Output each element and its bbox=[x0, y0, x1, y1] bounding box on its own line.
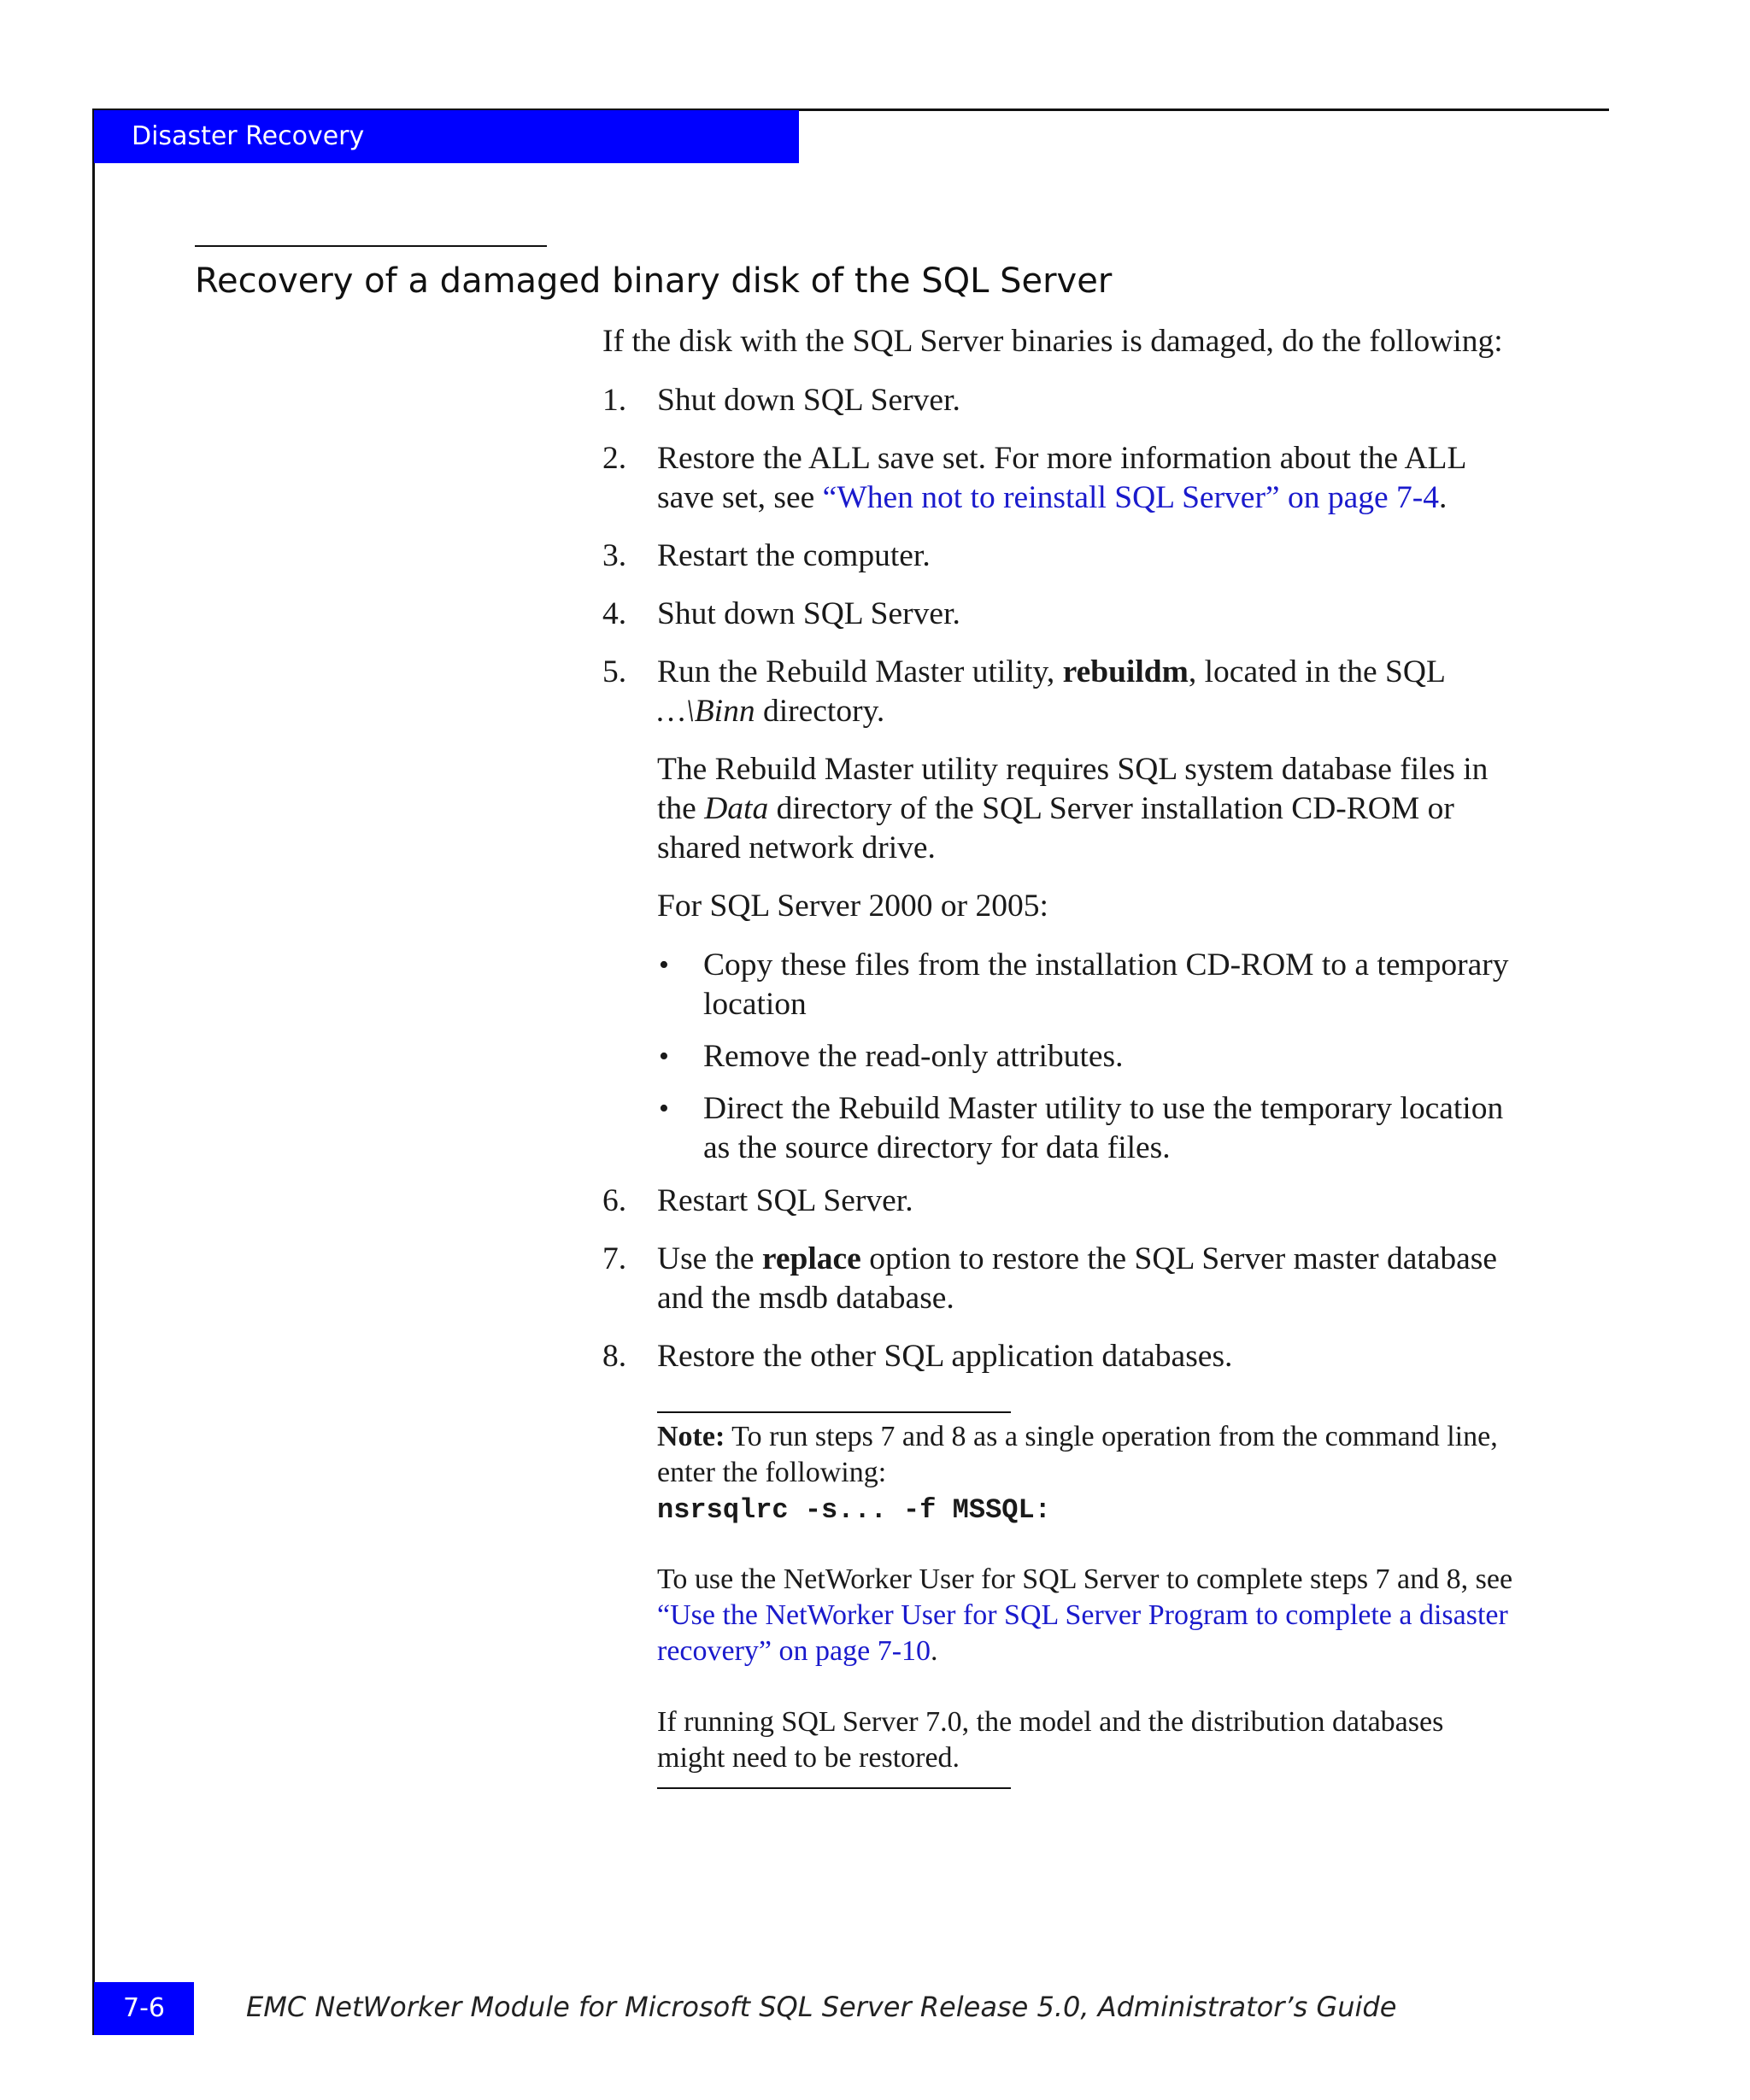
bullet-line: location bbox=[703, 987, 807, 1022]
step-number: 8. bbox=[602, 1339, 627, 1374]
note-line: enter the following: bbox=[657, 1457, 887, 1488]
step-text: Restart the computer. bbox=[657, 538, 931, 573]
note-top-rule bbox=[657, 1411, 1011, 1413]
step-text: Shut down SQL Server. bbox=[657, 596, 960, 631]
note-label: Note: bbox=[657, 1421, 725, 1452]
note-paragraph bbox=[657, 1562, 1512, 1669]
footer-title: EMC NetWorker Module for Microsoft SQL Server Release 5.0, Administrator’s Guide bbox=[246, 1991, 1397, 2023]
utility-name: rebuildm bbox=[1062, 654, 1189, 689]
step-text-line: directory. bbox=[755, 694, 885, 729]
note-line: To use the NetWorker User for SQL Server to complete steps 7 and 8, see bbox=[657, 1563, 1513, 1595]
step-number: 7. bbox=[602, 1241, 627, 1276]
step-text-line: and the msdb database. bbox=[657, 1281, 954, 1316]
step-number: 6. bbox=[602, 1183, 627, 1218]
intro-text: If the disk with the SQL Server binaries is damaged, do the following: bbox=[602, 324, 1503, 359]
bullet-line: as the source directory for data files. bbox=[703, 1130, 1171, 1165]
step-text bbox=[657, 653, 1446, 731]
step-text-line: , located in the SQL bbox=[1188, 654, 1446, 689]
note-line: might need to be restored. bbox=[657, 1742, 960, 1774]
directory-name: Data bbox=[704, 791, 769, 826]
step-5-detail bbox=[657, 750, 1488, 868]
bullet-icon: • bbox=[659, 1093, 669, 1124]
bullet-text bbox=[703, 1089, 1503, 1168]
step-text: Restart SQL Server. bbox=[657, 1183, 913, 1218]
section-header: Disaster Recovery bbox=[94, 110, 799, 163]
bullet-icon: • bbox=[659, 1041, 669, 1072]
step-number: 4. bbox=[602, 596, 627, 631]
step-number: 3. bbox=[602, 538, 627, 573]
note-bottom-rule bbox=[657, 1787, 1011, 1789]
cross-reference-link[interactable]: “Use the NetWorker User for SQL Server Program to complete a disaster bbox=[657, 1599, 1508, 1631]
cross-reference-link[interactable]: “When not to reinstall SQL Server” on page 7-4 bbox=[822, 480, 1439, 515]
detail-line: The Rebuild Master utility requires SQL system database files in bbox=[657, 752, 1489, 787]
command-text: nsrsqlrc -s... -f MSSQL: bbox=[657, 1494, 1051, 1526]
step-text-line: save set, see bbox=[657, 480, 823, 515]
note-line: If running SQL Server 7.0, the model and the distribution databases bbox=[657, 1706, 1444, 1738]
step-number: 5. bbox=[602, 654, 627, 689]
step-text-line: Run the Rebuild Master utility, bbox=[657, 654, 1063, 689]
heading-rule bbox=[195, 245, 547, 247]
note-line: To run steps 7 and 8 as a single operation from the command line, bbox=[725, 1421, 1498, 1452]
step-text-line: . bbox=[1438, 480, 1448, 515]
versions-text: For SQL Server 2000 or 2005: bbox=[657, 889, 1048, 924]
step-number: 2. bbox=[602, 441, 627, 476]
step-number: 1. bbox=[602, 383, 627, 418]
note-line: . bbox=[931, 1635, 938, 1667]
margin-rule bbox=[92, 109, 95, 2035]
step-text-line: option to restore the SQL Server master database bbox=[860, 1241, 1498, 1276]
bullet-line: Direct the Rebuild Master utility to use the temporary location bbox=[703, 1091, 1504, 1126]
step-text: Restore the other SQL application databases. bbox=[657, 1339, 1233, 1374]
detail-line: the bbox=[657, 791, 705, 826]
bullet-line: Copy these files from the installation CD-ROM to a temporary bbox=[703, 947, 1509, 983]
note-text bbox=[657, 1419, 1498, 1528]
page-number: 7-6 bbox=[94, 1982, 194, 2035]
bullet-text bbox=[703, 946, 1509, 1024]
directory-name: Binn bbox=[694, 694, 755, 729]
bullet-icon: • bbox=[659, 949, 669, 981]
step-text bbox=[657, 439, 1466, 518]
step-text bbox=[657, 1240, 1497, 1318]
detail-line: directory of the SQL Server installation CD-ROM or bbox=[768, 791, 1454, 826]
cross-reference-link[interactable]: recovery” on page 7-10 bbox=[657, 1635, 931, 1667]
step-text-line: Use the bbox=[657, 1241, 762, 1276]
note-paragraph bbox=[657, 1704, 1443, 1776]
bullet-text: Remove the read-only attributes. bbox=[703, 1039, 1124, 1074]
page-title: Recovery of a damaged binary disk of the SQL Server bbox=[195, 261, 1113, 301]
step-text: Shut down SQL Server. bbox=[657, 383, 960, 418]
option-name: replace bbox=[761, 1241, 861, 1276]
step-text-line: Restore the ALL save set. For more information about the ALL bbox=[657, 441, 1467, 476]
path-prefix: …\ bbox=[657, 694, 695, 729]
detail-line: shared network drive. bbox=[657, 830, 936, 865]
